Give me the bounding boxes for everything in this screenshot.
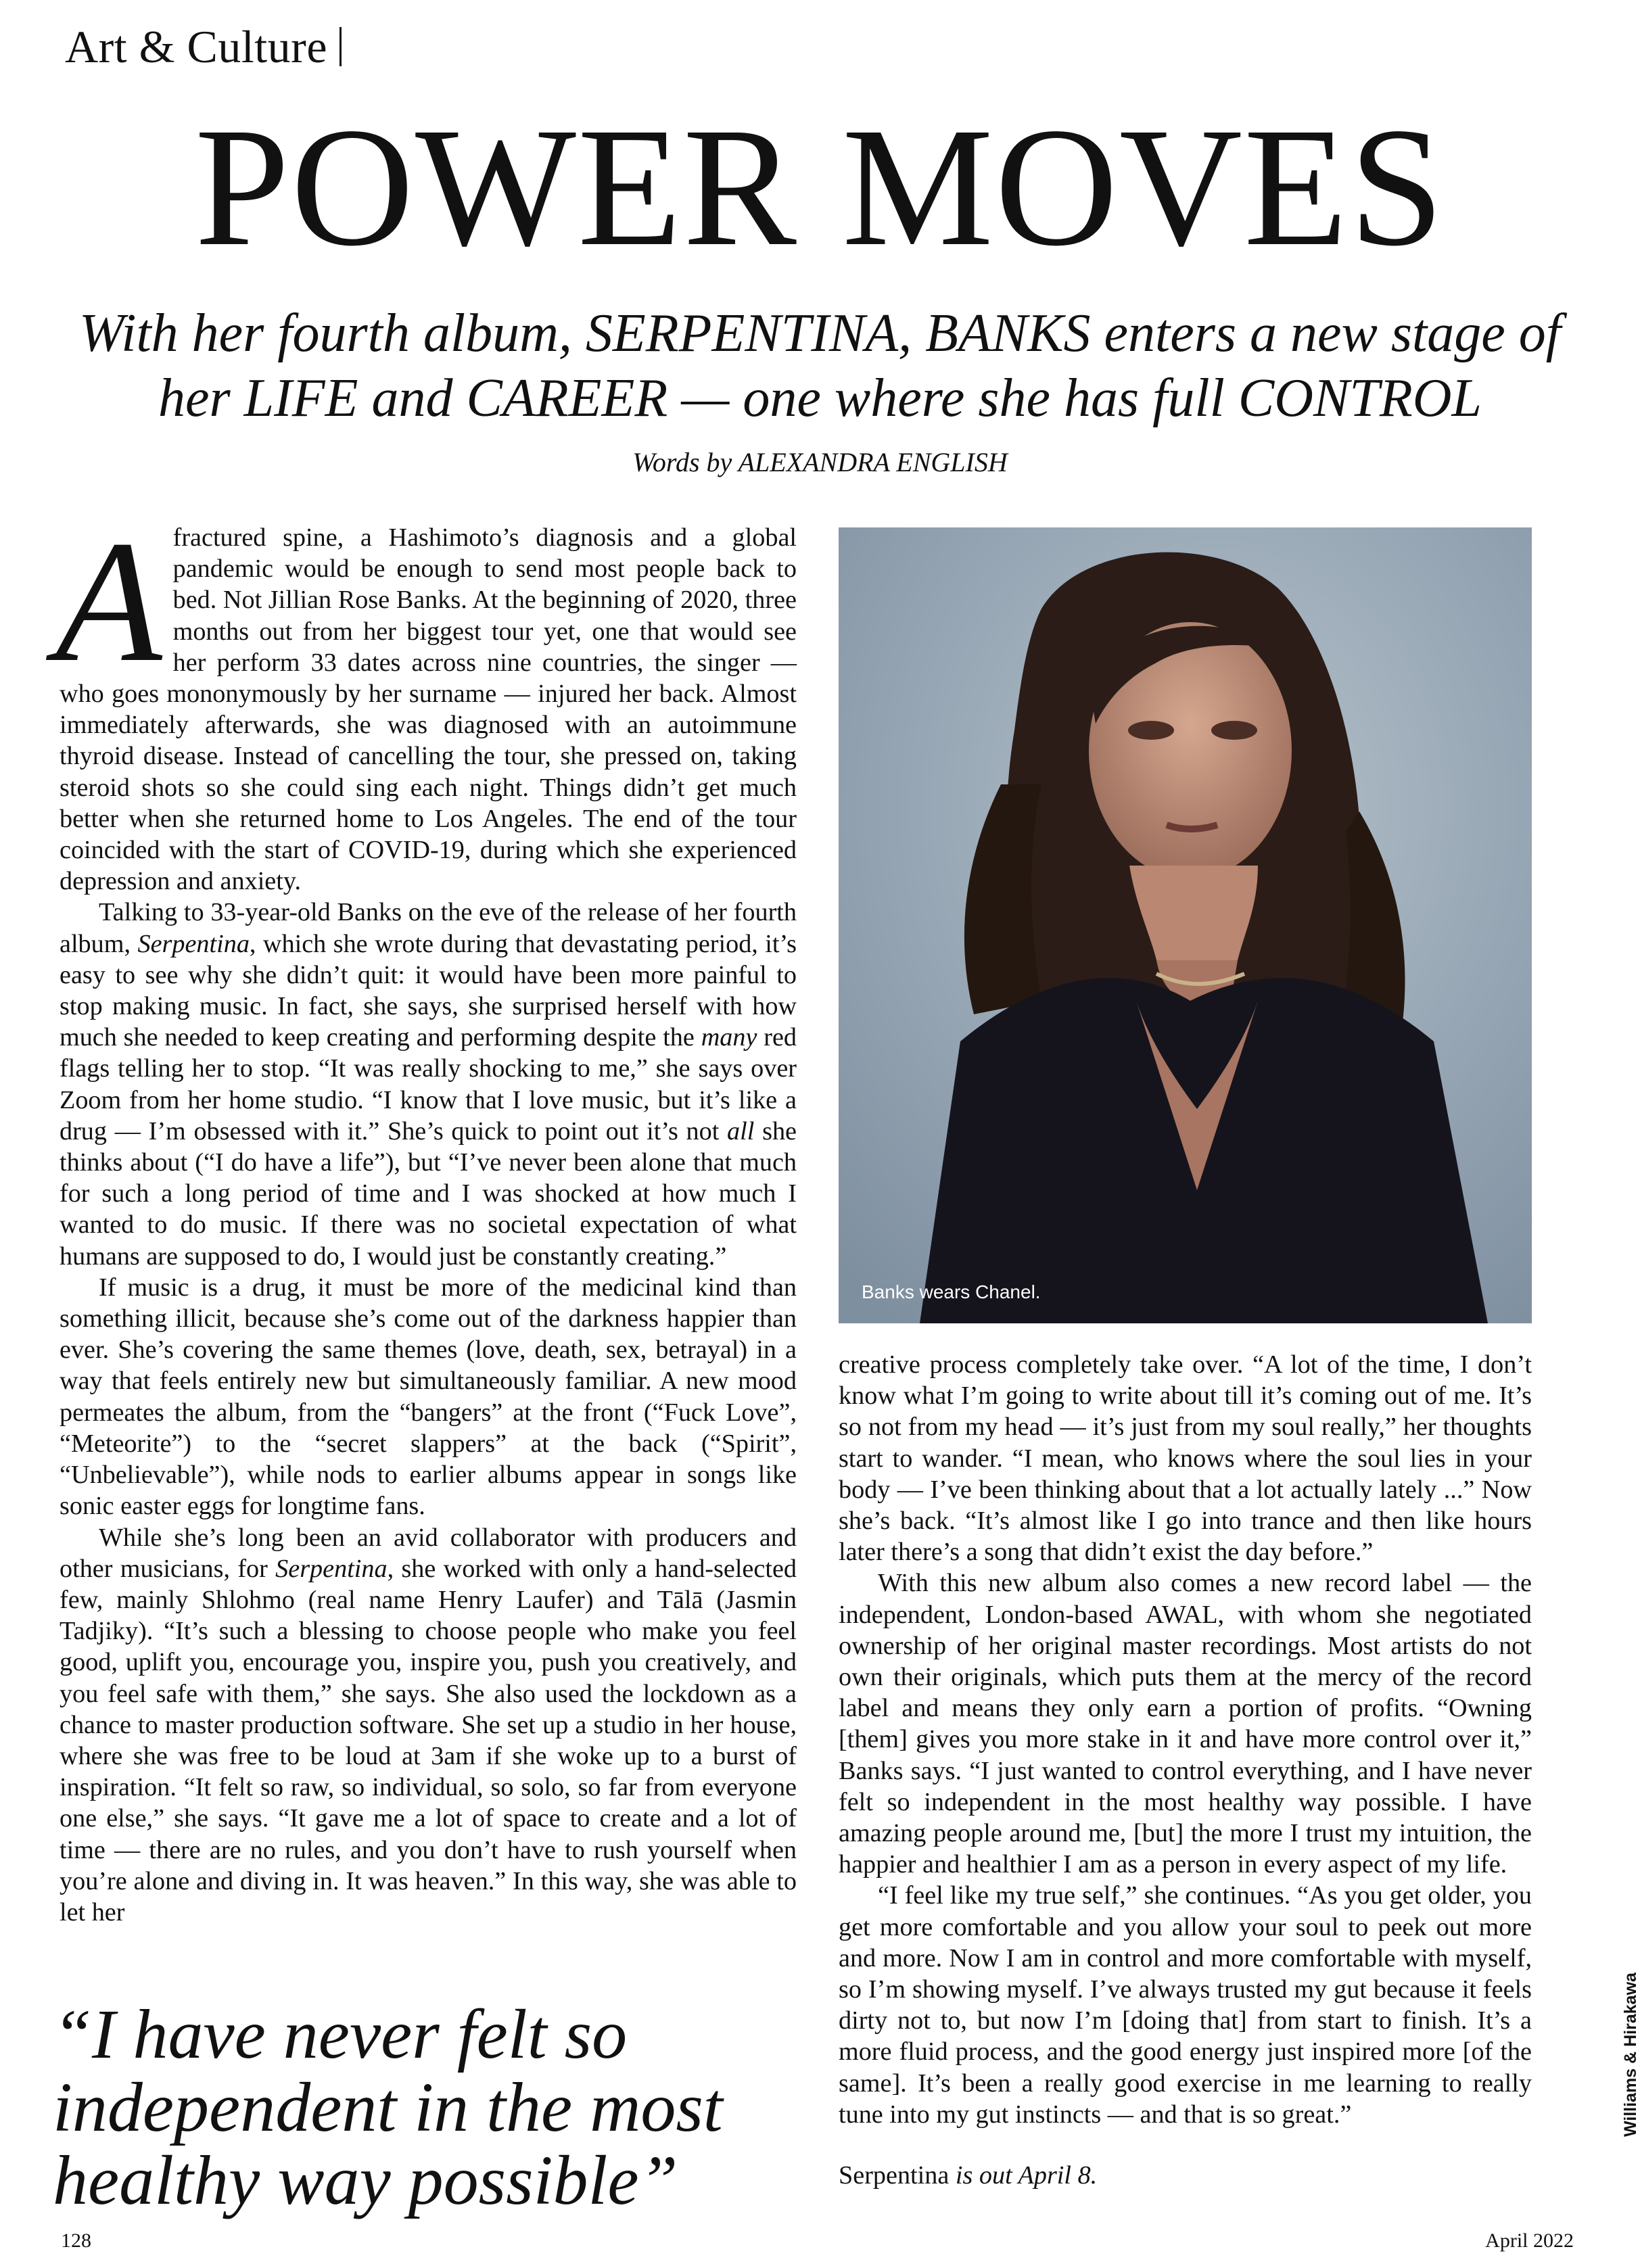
emphasis: all: [727, 1116, 755, 1145]
section-divider: [339, 27, 342, 66]
paragraph-spacer: [839, 2130, 1532, 2160]
standfirst-line-2: her LIFE and CAREER — one where she has full CONTROL: [158, 369, 1482, 428]
paragraph-text: , which she wrote during that devastating period, it’s easy to see why she didn’t quit: it would have been more painful to stop making music. In fact, she says, she surprised herself with how much she needed to keep creating and performing despite the: [60, 929, 797, 1052]
article-paragraph: With this new album also comes a new record label — the independent, London-based AWAL, with whom she negotiated ownership of her original master recordings. Most artists do not own their originals, which puts them at the mercy of the record label and means they only earn a portion of profits. “Owning [them] gives you more stake in it and have more control over it,” Banks says. “I just wanted to control everything, and I have never felt so independent in the most healthy way possible. I have amazing people around me, [but] the more I trust my intuition, the happier and healthier I am as a person in every aspect of my life.: [839, 1569, 1532, 1879]
article-paragraph: “I feel like my true self,” she continues. “As you get older, you get more comfortable and you allow your soul to peek out more and more. Now I am in control and more comfortable with myself, so I’m showing myself. I’ve always trusted my gut because it feels dirty not to, but now I’m [doing that] from start to finish. It’s a more fluid process, and the good energy just inspired more [of the same]. It’s been a really good exercise in me learning to really tune into my gut instincts — and that is so great.”: [839, 1881, 1532, 2129]
portrait-illustration: [839, 527, 1532, 1323]
standfirst-line-1: With her fourth album, SERPENTINA, BANKS enters a new stage of: [78, 304, 1561, 363]
paragraph-text: While she’s long been an avid collaborator with producers and other musicians, for: [60, 1523, 797, 1583]
photo-credit: Williams & Hirakawa: [1621, 1972, 1640, 2137]
photo-caption: Banks wears Chanel.: [862, 1281, 1041, 1302]
section-tag: [65, 20, 342, 74]
article-paragraph: [60, 1522, 797, 1929]
release-title: Serpentina: [839, 2161, 950, 2190]
section-label: Art & Culture: [65, 21, 328, 72]
article-paragraph: If music is a drug, it must be more of the medicinal kind than something illicit, because she’s come out of the darkness happier than ever. She’s covering the same themes (love, death, sex, betrayal) in a way that feels entirely new but simultaneously familiar. A new mood permeates the album, from the “bangers” at the front (“Fuck Love”, “Meteorite”) to the “secret slappers” at the back (“Spirit”, “Unbelievable”), while nods to earlier albums appear in songs like sonic easter eggs for longtime fans.: [60, 1273, 797, 1521]
paragraph-text: fractured spine, a Hashimoto’s diagnosis and a global pandemic would be enough to send most people back to bed. Not Jillian Rose Banks. At the beginning of 2020, three months out from her biggest tour yet, one that would see her perform 33 dates across nine countries, the singer — who goes mononymously by her surname — injured her back. Almost immediately afterwards, she was diagnosed with an autoimmune thyroid disease. Instead of cancelling the tour, she pressed on, taking steroid shots so she could sing each night. Things didn’t get much better when she returned home to Los Angeles. The end of the tour coincided with the start of COVID-19, during which she experienced depression and anxiety.: [60, 523, 797, 896]
article-paragraph: creative process completely take over. “A lot of the time, I don’t know what I’m going to write about till it’s coming out of me. It’s so not from my head — it’s just from my soul really,” her thoughts start to wander. “I mean, who knows where the soul lies in your body — I’ve been thinking about that a lot actually lately ...” Now she’s back. “It’s almost like I go into trance and then like hours later there’s a song that didn’t exist the day before.”: [839, 1350, 1532, 1567]
pull-quote: “I have never felt so independent in the most healthy way possible”: [53, 1995, 723, 2219]
drop-cap: A: [55, 504, 162, 698]
portrait-photo: [839, 527, 1532, 1323]
release-note: [839, 2160, 1532, 2191]
paragraph-text: Talking to 33-year-old Banks on the eve of the release of her fourth album,: [60, 898, 797, 958]
standfirst: [74, 301, 1566, 431]
page-number: 128: [61, 2229, 91, 2252]
issue-date: April 2022: [1485, 2229, 1574, 2252]
article-paragraph: [55, 504, 797, 897]
article-column-left: [55, 504, 797, 1928]
paragraph-text: red flags telling her to stop. “It was really shocking to me,” she says over Zoom from her home studio. “I know that I love music, but it’s like a drug — I’m obsessed with it.” She’s quick to point out it’s not: [60, 1023, 797, 1145]
release-date: is out April 8.: [949, 2161, 1098, 2190]
headline: POWER MOVES: [194, 92, 1446, 281]
byline: Words by ALEXANDRA ENGLISH: [632, 447, 1008, 477]
article-column-right: [839, 1349, 1532, 2191]
article-paragraph: [60, 897, 797, 1271]
paragraph-text: , she worked with only a hand-selected few, mainly Shlohmo (real name Henry Laufer) and Tālā (Jasmin Tadjiky). “It’s such a blessing to choose people who make you feel good, uplift you, encourage you, inspire you, push you creatively, and you feel safe with them,” she says. She also used the lockdown as a chance to master production software. She set up a studio in her house, where she was free to be loud at 3am if she woke up to a burst of inspiration. “It felt so raw, so individual, so solo, so far from everyone one else,” she says. “It gave me a lot of space to create and a lot of time — there are no rules, and you don’t have to rush yourself when you’re alone and diving in. It was heaven.” In this way, she was able to let her: [60, 1554, 797, 1927]
album-title: Serpentina: [137, 929, 250, 958]
emphasis: many: [701, 1023, 757, 1052]
album-title: Serpentina: [275, 1554, 388, 1583]
paragraph-text: she thinks about (“I do have a life”), but “I’ve never been alone that much for such a long period of time and I was shocked at how much I wanted to do music. If there was no societal expectation of what humans are supposed to do, I would just be constantly creating.”: [60, 1116, 797, 1271]
